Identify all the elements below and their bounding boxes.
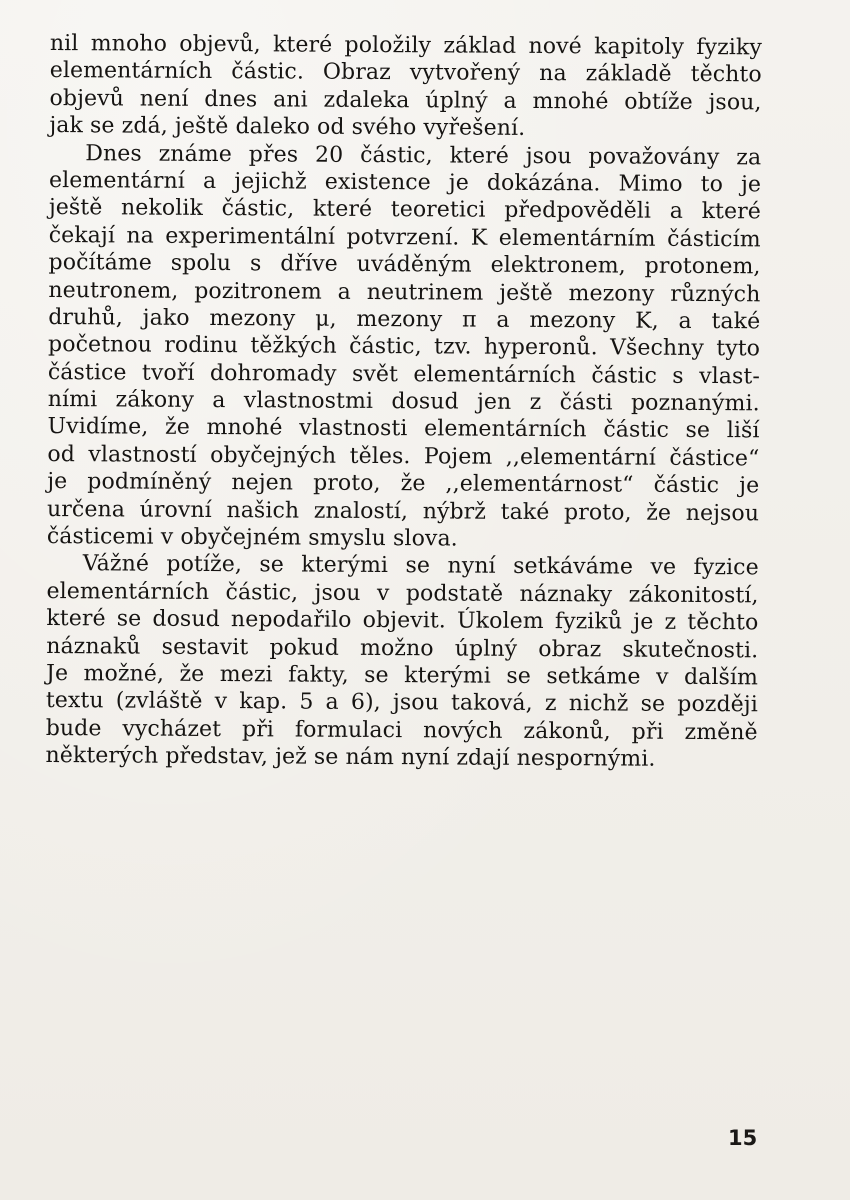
page-number: 15 — [728, 1126, 758, 1150]
text-line: od vlastností obyčejných těles. Pojem ,,elementární částice“ — [47, 441, 760, 472]
text-line: neutronem, pozitronem a neutrinem ještě mezony různých — [48, 277, 761, 307]
text-line: textu (zvláště v kap. 5 a 6), jsou taková, z nichž se později — [45, 688, 758, 718]
text-line: ještě nekolik částic, které teoretici předpověděli a které — [48, 195, 761, 225]
text-line: některých představ, jež se nám nyní zdají nespornými. — [45, 743, 656, 772]
body-text — [45, 30, 762, 774]
text-line: početnou rodinu těžkých částic, tzv. hyperonů. Všechny tyto — [48, 332, 761, 362]
text-line: Je možné, že mezi fakty, se kterými se setkáme v dalším — [45, 660, 759, 691]
text-line: určena úrovní našich znalostí, nýbrž také proto, že nejsou — [46, 496, 760, 526]
text-line: Uvidíme, že mnohé vlastnosti elementárních částic se liší — [47, 414, 760, 444]
text-line: Vážné potíže, se kterými se nyní setkáváme ve fyzice — [82, 551, 759, 581]
text-line: elementárních částic, jsou v podstatě náznaky zákonitostí, — [46, 578, 759, 609]
text-line: je podmíněný nejen proto, že ,,elementárnost“ částic je — [47, 469, 760, 499]
text-line: Dnes známe přes 20 částic, které jsou považovány za — [85, 140, 762, 170]
text-line: bude vycházet při formulaci nových zákonů, při změně — [45, 715, 758, 746]
text-line: náznaků sestavit pokud možno úplný obraz skutečnosti. — [46, 633, 759, 663]
text-line: ními zákony a vlastnostmi dosud jen z části poznanými. — [47, 387, 760, 417]
text-line: částice tvoří dohromady svět elementárních částic s vlast- — [47, 359, 760, 390]
text-line: čekají na experimentální potvrzení. K elementárním částicím — [48, 222, 761, 253]
text-line: elementárních částic. Obraz vytvořený na základě těchto — [49, 58, 762, 88]
text-line: které se dosud nepodařilo objevit. Úkolem fyziků je z těchto — [46, 606, 759, 636]
text-line: elementární a jejichž existence je dokázána. Mimo to je — [49, 167, 762, 198]
text-line: počítáme spolu s dříve uváděným elektronem, protonem, — [48, 250, 761, 280]
text-line: částicemi v obyčejném smyslu slova. — [46, 524, 458, 552]
text-line: nil mnoho objevů, které položily základ nové kapitoly fyziky — [49, 30, 762, 61]
text-line: druhů, jako mezony μ, mezony π a mezony K, a také — [48, 304, 761, 335]
text-line: objevů není dnes ani zdaleka úplný a mnohé obtíže jsou, — [49, 85, 762, 116]
text-line: jak se zdá, ještě daleko od svého vyřešení. — [49, 113, 526, 142]
